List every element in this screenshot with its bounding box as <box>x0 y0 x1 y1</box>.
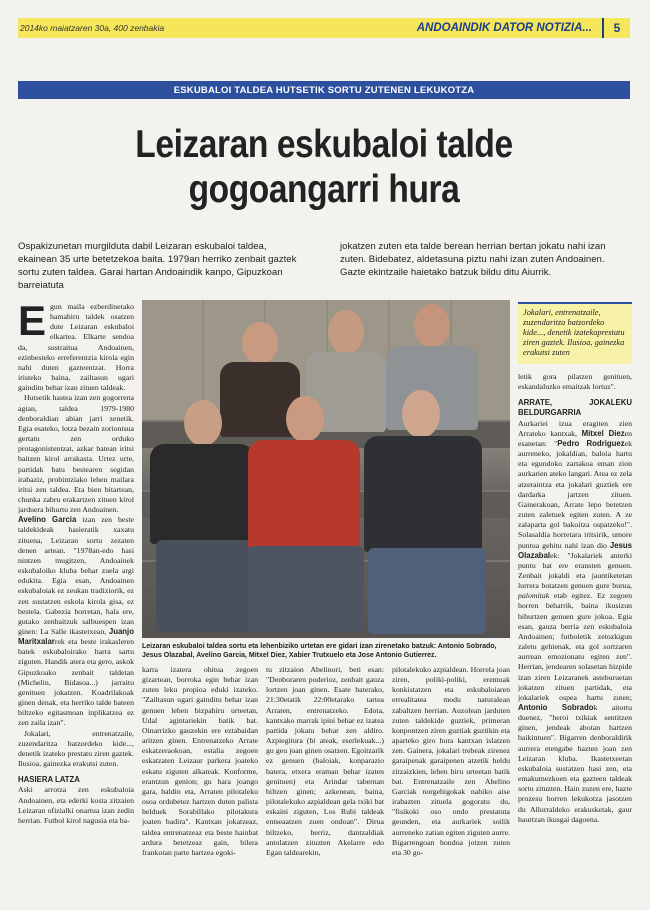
body-paragraph: Hutsetik hastea izan zen gogorrena agian, taldea 1979-1980 denboraldian abian jarri zenetik. Egia esateko, lotza bezain zoriontsua gertatu zen orduko protagonistentzat, azkar batean iritsi baitzen kirol arrakasta. Urtez urte, partidak batu bestearen segidan irabaziz, probintziako lehen mailara iritsi zen taldea. Eta bien bitartean, chunka zabru erakartzen zituen kirol jarduera bihurtu zen Andoainen. <box>18 393 134 515</box>
person-name: Antonio Sobrado <box>518 703 594 712</box>
italic-term: palomitak <box>518 591 550 601</box>
pull-quote: Jokalari, entrenatzaile, zuzendaritza batzordeko kide..., denetik izatekoprestatu ziren gaztek. Ilusioa, gainezka erakutsi zuten <box>518 302 632 364</box>
article-kicker: ESKUBALOI TALDEA HUTSETIK SORTU ZUTENEN LEKUKOTZA <box>18 81 630 99</box>
photo-caption: Leizaran eskubaloi taldea sortu eta lehenbiziko urtetan ere gidari izan zirenetako batzuk: Antonio Sobrado, Jesus Olazabal, Avelino Garcia, Mitxel Diez, Xabier Trutxuelo eta Jose Antonio Gutierrez. <box>142 643 497 659</box>
article-lead-left: Ospakizunetan murgilduta dabil Leizaran eskubaloi taldea, ekainean 35 urte betetzekoa baita. 1979an herriko zenbait gaztek sortu zuten taldea. Garai hartan Andoaindik kanpo, Gipuzkoan barreiatuta <box>18 241 297 291</box>
person-name: Pedro Rodriguez <box>557 438 625 448</box>
body-column-1 <box>18 302 134 907</box>
body-column-3: tu zitzaion Abelinori, beti esan: "Denboraren poderioz, zenbait gauza lortzen joan ginen. Esate baterako, 21:30etatik 22:00etarako tartea Arraten, entrenatzeko. Edota, kantxako marrak ipini behar ez izatea partida jokatu behar zen aldiro. Azpiegitura (bi ateak, eserlekuak...) gu geu joan ginen osatzen. Egoitzarik ez genuen (baloiak, konparazio batera, etxera eraman behar izaten genituen) eta Arindar tabernan biltzen ginen; azkenean, baina, pilotalekuko azpialdean gela txiki bat eskaini ziguten, Los Rubi taldeak entseaatzen zuen ondoan". Dirua biltzeko, berriz, dantzaldiak antolatzen zituzten Akelarre edo Egan taldearekin, <box>266 665 384 857</box>
body-paragraph: Jokalari, entrenatzaile, zuzendaritza batzordeko kide..., denetik izateko prestatu ziren gaztek. Ilusioa, gainezka erakutsi zuten. <box>18 728 134 769</box>
section-title: ANDOAINDIK DATOR NOTIZIA... <box>416 22 592 34</box>
article-headline <box>61 122 587 212</box>
page-number: 5 <box>613 21 621 35</box>
person-name: Avelino Garcia <box>18 515 77 525</box>
body-column-2: karra izatera ohitua zegoen gizartean, borroka egin behar izan zuten leku propioa eduki izateko. "Zailtasun ugari gainditu behar izan genuen lehen bizpahiru urteetan, Udal agintariekin batik bat. Oinarrizko gauzekin ere eztabaidan aritzen ginen. Entrenatzeko Arrate eskatzeraokoan, estalia zegoen eskatzaten Leizaur parkera joateko eskatu ziguten alkateak. Konforme, erantzun genion; gu hara joango gara, baldin eta, Arraten pilotaleku osoa ordubetez hartzen duten palista helduek Sorabillako pilotakura joaten badira". Kantxan jokatzeaz, taldea entrenatzeaz eta beste hainbat ardura betetzeaz gain, bilera frankotan parte hartzea egoki- <box>142 665 258 857</box>
body-paragraph: Egun maila ezberdinetako hamahiru taldek osatzen dute Leizaran eskubaloi elkartea. Elkarte sendoa da, sustraitua Andoainen, ezinbesteko erreferentzia kirola egin nahi duten gazteentzat. Horra iristeko baina, zailtasun ugari gainditu behar izan zituen taldeak. <box>18 302 134 393</box>
body-paragraph: Avelino Garcia izan zen beste taldekideak hasieratik xaxatu zituena, Leizaran sortu zezaten denen artean. "1978an-edo hasi nintzen mugitzen, Andoainek eskubaloiko kluba behar zuela argi edukita. Egia esan, Andoainen eskubaloiak ez zeukan tradiziorik, ez zen sustatzen eskola kirola gisa, ez bestela. Gabezia horretan, hala ere, gutako zenbaitzuk salbuespen izan ginen: La Salle ikastetxean, Juanjo Maritxalarrek eta beste irakasleren batek eskubaloirako harra sartu ziguten. Handik atera eta gero, askok Gipuzkoako zenbait taldetan (Michelin, Bidasoa...) jarraitu genituen jokatzen. Koadrilakoak ginen denak, eta herriko talde bateen biltzeko egitasmoan inplikatzea ez zen zaila izan". <box>18 515 134 728</box>
headline-line-1: Leizaran eskubaloi talde <box>135 123 513 166</box>
issue-date: 2014ko maiatzaren 30a, 400 zenbakia <box>20 23 165 33</box>
drop-cap: E <box>18 302 47 344</box>
body-column-4: pilotalekuko azpialdean. Horrela joan ziren, poliki-poliki, eremuak konkistatzen eta eskubaloiaren errealitatea modu naturalean zabaltzen herrian. Auzolean jarduten zuten taldekide guztiek, primeran konpontzen ziren guztiak guztikin eta aparteko giro hura kantxan islatzen zen. Gainera, jokalari trebeak zirenez garaipenak garaipenen atzetik heldu zitzaizkien, lehen hiru urteetan batik bat. Entrenatzaile zen Abelino Garciak norgehigokak nahiko aise irabazten zituela gogoratu du, "fisikoki oso ondo prestatuta geunden, eta aurkariek soilik aurreneko zatian egiten ziguten aurre. Bigarrengoan hondoa jotzen zuten eta 30 go- <box>392 665 510 857</box>
person-name: Juanjo Maritxalar <box>18 627 134 647</box>
subheading: HASIERA LATZA <box>18 775 80 785</box>
page-header <box>18 18 630 38</box>
body-column-5 <box>518 372 632 907</box>
article-lead-right: jokatzen zuten eta talde berean herrian bertan jokatu nahi izan zuten. Bidebatez, aldetasuna piztu nahi izan zuten Andoainen. Gazte ekintzaile haietako batzuk bildu ditu Aiurrik. <box>340 241 606 278</box>
body-paragraph: Aurkariei izua eragiten zien Arrateko kantxak, Mitxel Diezen esanetan: "Pedro Rodriguezek aurreneko, jokaldian, baloia hartu eta egundoko zartakoa eman zion aurkarien ateko langari. Atea ez zela atzeraintza eta jokalari guztiek ere dardarka jartzen zituen. Gainerakoan, Arrate lepo betetzen zuten zaletuek egiten zuten. A ze zalaparta gol bakoitza ospatzeko!". Solasaldia horretara iritsirik, umore puntua gehitu nahi izan dio Jesus Olazabalek: "Jokalariek anterki puntu bat ere eransten genuen. Zenbait jokaldi eta jauntiketetan lurrera botatzen genuen gure burua, palomitak etab egitez. Ez zegoen horren beharrik, baina ikusizun bihurtzen genuen gure jokoa. Egia esan, gauza berria zen eskubaloia Andoainen; futboletik zetozkigun zaletu gehienak, eta gol sortzaren aurrean emozionatu egiten zen". Herrian, jendearen solasetan hizpide izan ziren Leizaranek asteburuetan jokatzen zituen partidak, eta jokalariek ospea hartu zuten; Antonio Sobradok aitortu duenez, "heroi txikiak sentitzen ginen, jendeak abotan hartzen baikintuen". Bigarren denboraldirik aurrera etengabe hazten joan zen Leizaran kluba. Ikastetxeetan eskubaloia sustatzen hasi zen, eta emakumezkoen eta gazteen taldeak sortu zituzten. Hain zuzen ere, hazte prozesu horren lekukotza jasotzen du Allurraldeko erakusketak, gaur haurtzan ikusgai dagoena. <box>518 418 632 824</box>
body-paragraph: letik gora pilatzen genituen, eskandaluzko emaitzak lortuz". <box>518 372 632 392</box>
body-paragraph: Aski arrotza zen eskubaloia Andoainen, eta ederki kosta zitzaien Leizaran ofizialki onartua izan zedin herrian. Futbol kirol nagusia eta ba- <box>18 785 134 825</box>
headline-line-2: gogoangarri hura <box>188 168 460 211</box>
person-name: Mitxel Diez <box>581 428 625 438</box>
team-photo <box>142 300 510 638</box>
person-name: Jesus Olazabal <box>518 540 632 560</box>
subheading: ARRATE, JOKALEKU BELDURGARRIA <box>518 398 632 418</box>
